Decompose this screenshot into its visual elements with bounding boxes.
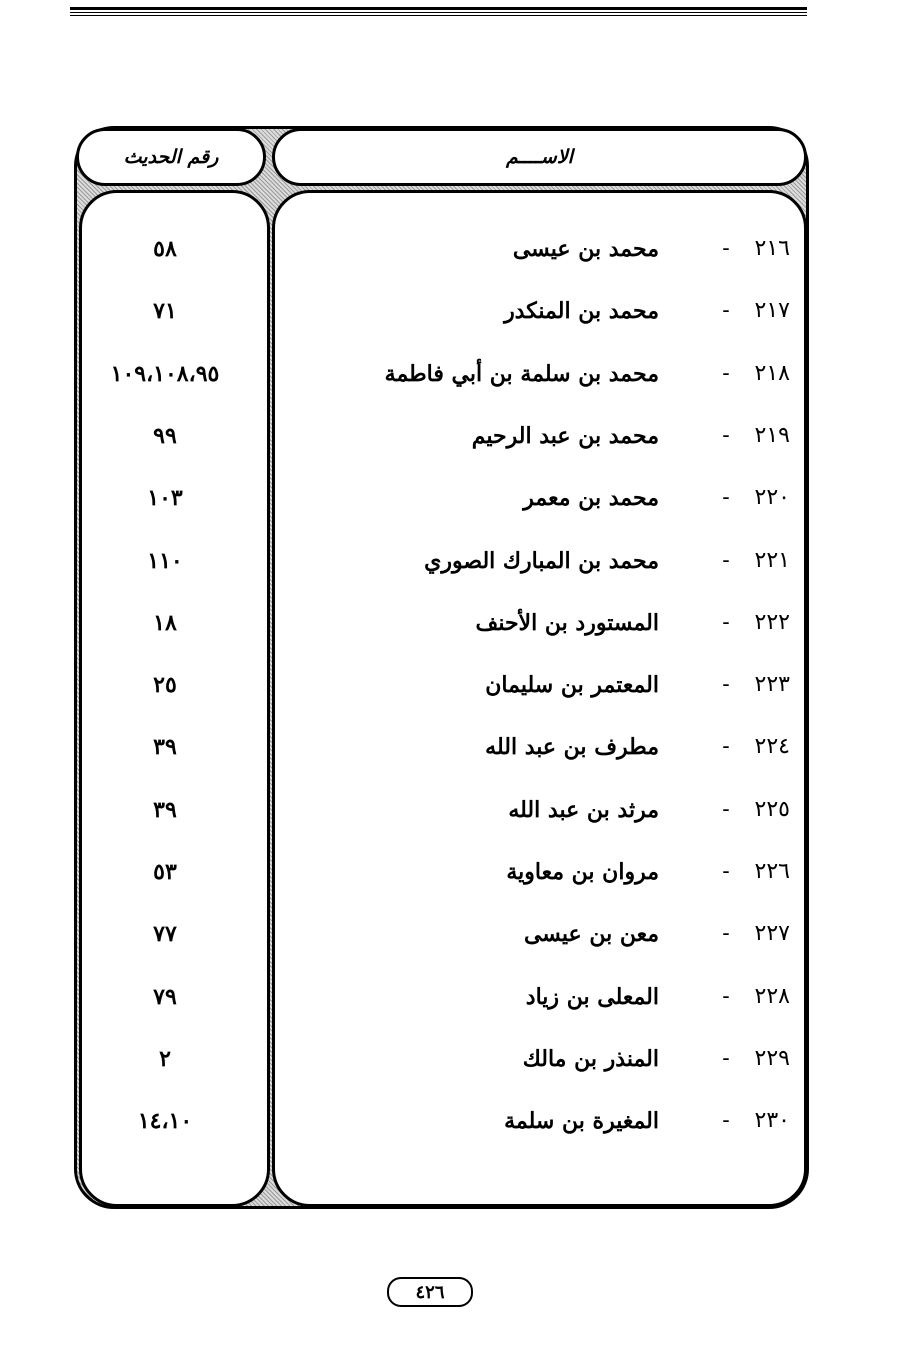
table-row — [0, 790, 916, 830]
table-row — [0, 1101, 916, 1141]
entry-dash: - — [722, 236, 730, 261]
table-row — [0, 291, 916, 331]
table-row — [0, 478, 916, 518]
narrator-name: المستورد بن الأحنف — [475, 610, 659, 636]
entry-number: ٢٢٩ — [754, 1046, 790, 1071]
narrator-name: محمد بن سلمة بن أبي فاطمة — [384, 361, 659, 387]
hadith-numbers: ٥٣ — [153, 859, 177, 885]
entry-dash: - — [722, 548, 730, 573]
entry-dash: - — [722, 485, 730, 510]
top-rule-thin — [70, 12, 807, 13]
entry-dash: - — [722, 1046, 730, 1071]
hadith-numbers: ٢ — [159, 1046, 171, 1072]
entry-number: ٢٢٠ — [754, 485, 790, 510]
table-row — [0, 603, 916, 643]
entry-dash: - — [722, 610, 730, 635]
narrator-name: المنذر بن مالك — [522, 1046, 659, 1072]
entry-number: ٢١٧ — [754, 298, 790, 323]
hadith-numbers: ١٠٣ — [147, 485, 183, 511]
narrator-name: محمد بن المنكدر — [504, 298, 659, 324]
entry-number: ٢٢١ — [754, 548, 790, 573]
entry-dash: - — [722, 298, 730, 323]
hadith-numbers: ٣٩ — [153, 797, 177, 823]
narrator-name: محمد بن عيسى — [512, 236, 659, 262]
column-header-hadith-number: رقم الحديث — [76, 128, 266, 186]
hadith-numbers: ١٨ — [153, 610, 177, 636]
narrator-name: محمد بن معمر — [523, 485, 659, 511]
top-rule-thick — [70, 7, 807, 10]
entry-number: ٢٢٤ — [754, 734, 790, 759]
narrator-name: المغيرة بن سلمة — [504, 1108, 659, 1134]
narrator-name: مطرف بن عبد الله — [485, 734, 659, 760]
hadith-numbers: ٢٥ — [153, 672, 177, 698]
entry-dash: - — [722, 672, 730, 697]
column-header-name: الاســــم — [272, 128, 807, 186]
table-row — [0, 665, 916, 705]
narrator-name: معن بن عيسى — [523, 921, 659, 947]
table-row — [0, 977, 916, 1017]
hadith-numbers: ٧٧ — [153, 921, 177, 947]
entry-dash: - — [722, 984, 730, 1009]
entry-dash: - — [722, 423, 730, 448]
narrator-name: محمد بن عبد الرحيم — [471, 423, 659, 449]
page-number: ٤٢٦ — [387, 1277, 473, 1307]
entry-number: ٢١٩ — [754, 423, 790, 448]
hadith-numbers: ١٠٩،١٠٨،٩٥ — [110, 361, 220, 387]
top-rule-thin — [70, 15, 807, 16]
narrator-name: المعلى بن زياد — [525, 984, 659, 1010]
hadith-numbers: ١٤،١٠ — [137, 1108, 193, 1134]
hadith-numbers: ٧٩ — [153, 984, 177, 1010]
narrator-name: مرثد بن عبد الله — [508, 797, 659, 823]
entry-number: ٢٣٠ — [754, 1108, 790, 1133]
narrator-name: مروان بن معاوية — [506, 859, 659, 885]
entry-number: ٢١٨ — [754, 361, 790, 386]
entry-number: ٢٢٢ — [754, 610, 790, 635]
entry-number: ٢٢٨ — [754, 984, 790, 1009]
table-row — [0, 541, 916, 581]
entry-number: ٢٢٦ — [754, 859, 790, 884]
table-row — [0, 416, 916, 456]
hadith-numbers: ١١٠ — [147, 548, 183, 574]
table-row — [0, 229, 916, 269]
entry-dash: - — [722, 1108, 730, 1133]
entry-number: ٢٢٧ — [754, 921, 790, 946]
table-row — [0, 914, 916, 954]
entry-dash: - — [722, 921, 730, 946]
entry-dash: - — [722, 361, 730, 386]
entry-number: ٢٢٥ — [754, 797, 790, 822]
table-row — [0, 727, 916, 767]
entry-number: ٢١٦ — [754, 236, 790, 261]
entry-dash: - — [722, 797, 730, 822]
narrator-name: محمد بن المبارك الصوري — [424, 548, 659, 574]
hadith-numbers: ٣٩ — [153, 734, 177, 760]
hadith-numbers: ٩٩ — [153, 423, 177, 449]
table-row — [0, 1039, 916, 1079]
entry-dash: - — [722, 859, 730, 884]
entry-number: ٢٢٣ — [754, 672, 790, 697]
table-row — [0, 354, 916, 394]
hadith-numbers: ٥٨ — [153, 236, 177, 262]
narrator-name: المعتمر بن سليمان — [485, 672, 659, 698]
entry-dash: - — [722, 734, 730, 759]
hadith-numbers: ٧١ — [153, 298, 177, 324]
table-row — [0, 852, 916, 892]
